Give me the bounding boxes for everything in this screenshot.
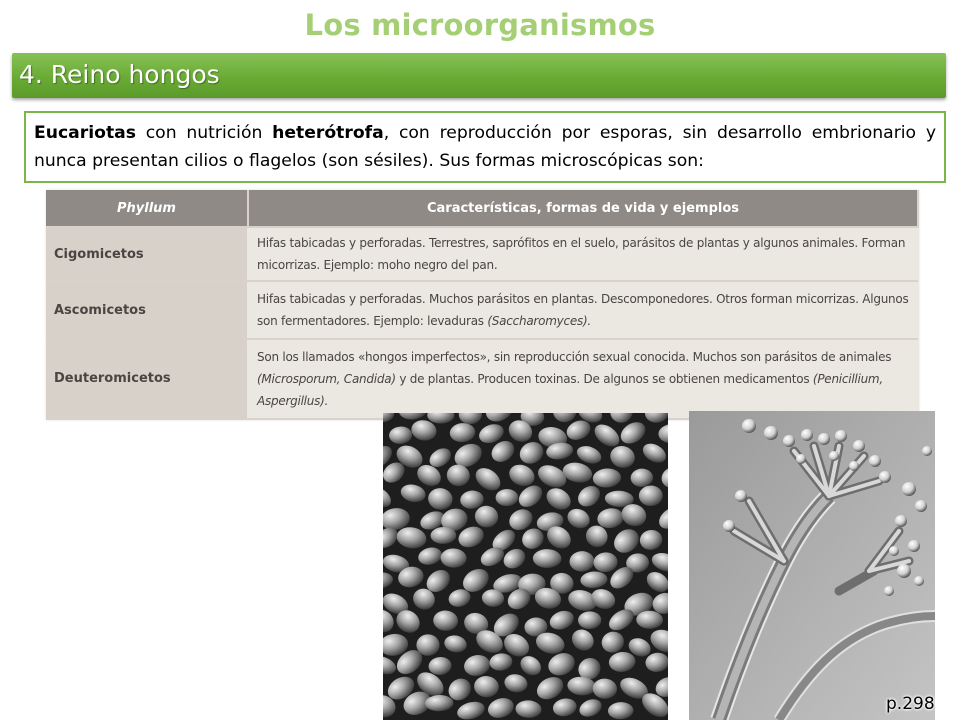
section-banner (12, 53, 946, 98)
row-description (248, 227, 918, 281)
desc-text-2: y de plantas. Producen toxinas. De algunos se obtienen medicamentos (395, 371, 813, 386)
desc-italic-2: (Penicillium, Aspergillus). (257, 371, 883, 408)
desc-text: Hifas tabicadas y perforadas. Terrestres, saprófitos en el suelo, parásitos de plantas y algunos animales. Forman micorrizas. Ejemplo: moho negro del pan. (257, 236, 906, 273)
table-header-row (46, 190, 918, 227)
page-reference: p.298 (886, 694, 935, 714)
penicillium-micrograph (689, 411, 935, 720)
desc-text: Hifas tabicadas y perforadas. Muchos parásitos en plantas. Descomponedores. Otros forman micorrizas. Algunos son fermentadores. Ejemplo: levaduras (257, 292, 909, 329)
intro-text-box (24, 111, 946, 183)
phyllum-table (46, 190, 919, 420)
penicillium-image (689, 411, 935, 720)
yeast-cells-image (383, 413, 668, 720)
table-row (46, 227, 918, 281)
table-row (46, 281, 918, 338)
intro-text-2: , con reproducción por esporas, sin desarrollo embrionario y nunca presentan cilios o flagelos (son sésiles). Sus formas microscópicas son: (34, 123, 936, 171)
intro-bold-heterotrofa: heterótrofa (272, 123, 384, 143)
row-description (248, 339, 918, 419)
phyllum-deuteromicetos: Deuteromicetos (46, 339, 248, 419)
desc-text: Son los llamados «hongos imperfectos», sin reproducción sexual conocida. Muchos son parásitos de animales (257, 349, 892, 364)
phyllum-cigomicetos: Cigomicetos (46, 227, 248, 281)
table-row (46, 339, 918, 419)
row-description (248, 281, 918, 338)
slide-title: Los microorganismos (304, 8, 656, 42)
header-caracteristicas: Características, formas de vida y ejemplos (248, 190, 918, 227)
intro-text-1: con nutrición (135, 123, 273, 143)
intro-bold-eucariotas: Eucariotas (34, 123, 136, 143)
section-title: 4. Reino hongos (19, 60, 220, 89)
yeast-micrograph (383, 413, 668, 720)
desc-italic: (Saccharomyces). (487, 314, 591, 329)
phyllum-ascomicetos: Ascomicetos (46, 281, 248, 338)
header-phyllum: Phyllum (46, 190, 248, 227)
desc-italic: (Microsporum, Candida) (257, 371, 396, 386)
